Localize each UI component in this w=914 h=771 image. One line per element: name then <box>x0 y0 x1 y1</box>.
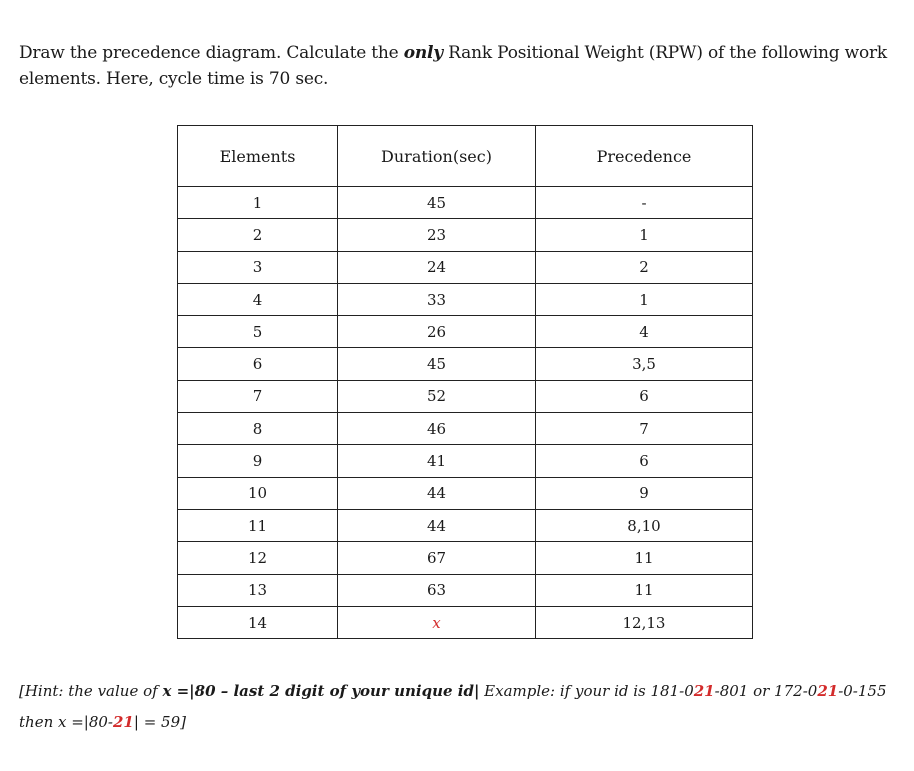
cell-precedence: 12,13 <box>536 606 753 638</box>
table-row <box>178 380 753 412</box>
cell-element: 7 <box>178 380 338 412</box>
cell-precedence: 2 <box>536 251 753 283</box>
question-part1: Draw the precedence diagram. Calculate the <box>19 43 404 63</box>
question-text <box>19 40 899 92</box>
cell-element: 2 <box>178 219 338 251</box>
header-elements: Elements <box>178 126 338 187</box>
table-row <box>178 574 753 606</box>
header-precedence: Precedence <box>536 126 753 187</box>
cell-duration: 67 <box>338 542 536 574</box>
question-part2: Rank Positional Weight (RPW) of the following work elements. Here, cycle time is 70 sec. <box>19 43 888 89</box>
hint-formula: x =|80 – last 2 digit of your unique id| <box>162 682 480 700</box>
hint-example-mid2: -0-155 then x =|80- <box>19 682 887 731</box>
cell-precedence: 8,10 <box>536 509 753 541</box>
cell-element: 1 <box>178 187 338 219</box>
hint-example-red-2: 21 <box>817 682 839 700</box>
hint-example-prefix: Example: if your id is 181-0 <box>479 682 694 700</box>
cell-duration: 44 <box>338 477 536 509</box>
hint-example-mid: -801 or 172-0 <box>714 682 818 700</box>
cell-precedence: 3,5 <box>536 348 753 380</box>
cell-duration: 45 <box>338 348 536 380</box>
table-row <box>178 413 753 445</box>
cell-precedence: 7 <box>536 413 753 445</box>
cell-duration: 63 <box>338 574 536 606</box>
cell-precedence: 11 <box>536 574 753 606</box>
cell-precedence: 11 <box>536 542 753 574</box>
cell-duration: 23 <box>338 219 536 251</box>
table-row <box>178 542 753 574</box>
question-emphasis: only <box>403 43 443 63</box>
table-row <box>178 445 753 477</box>
hint-example-red-3: 21 <box>113 713 134 731</box>
cell-element: 6 <box>178 348 338 380</box>
table-header-row <box>178 126 753 187</box>
cell-duration-unknown-x: x <box>338 606 536 638</box>
cell-element: 9 <box>178 445 338 477</box>
cell-duration: 26 <box>338 316 536 348</box>
cell-element: 3 <box>178 251 338 283</box>
cell-precedence: 9 <box>536 477 753 509</box>
hint-example-end: | = 59] <box>133 713 186 731</box>
cell-precedence: 6 <box>536 380 753 412</box>
cell-element: 10 <box>178 477 338 509</box>
cell-precedence: 1 <box>536 219 753 251</box>
cell-element: 12 <box>178 542 338 574</box>
cell-duration: 41 <box>338 445 536 477</box>
header-duration: Duration(sec) <box>338 126 536 187</box>
table-row <box>178 348 753 380</box>
table-row <box>178 219 753 251</box>
cell-precedence: 1 <box>536 283 753 315</box>
table-row <box>178 187 753 219</box>
hint-text <box>19 676 909 738</box>
cell-element: 14 <box>178 606 338 638</box>
cell-duration: 46 <box>338 413 536 445</box>
cell-element: 8 <box>178 413 338 445</box>
cell-precedence: - <box>536 187 753 219</box>
cell-duration: 52 <box>338 380 536 412</box>
cell-element: 5 <box>178 316 338 348</box>
hint-example-red-1: 21 <box>693 682 715 700</box>
cell-element: 13 <box>178 574 338 606</box>
cell-precedence: 4 <box>536 316 753 348</box>
work-elements-table <box>177 125 753 639</box>
table-row <box>178 251 753 283</box>
table-row <box>178 316 753 348</box>
hint-open: [Hint: the value of <box>19 682 163 700</box>
cell-element: 4 <box>178 283 338 315</box>
cell-element: 11 <box>178 509 338 541</box>
cell-duration: 33 <box>338 283 536 315</box>
cell-duration: 45 <box>338 187 536 219</box>
cell-precedence: 6 <box>536 445 753 477</box>
table-row <box>178 509 753 541</box>
cell-duration: 44 <box>338 509 536 541</box>
cell-duration: 24 <box>338 251 536 283</box>
table-row <box>178 477 753 509</box>
table-row <box>178 606 753 638</box>
table-row <box>178 283 753 315</box>
